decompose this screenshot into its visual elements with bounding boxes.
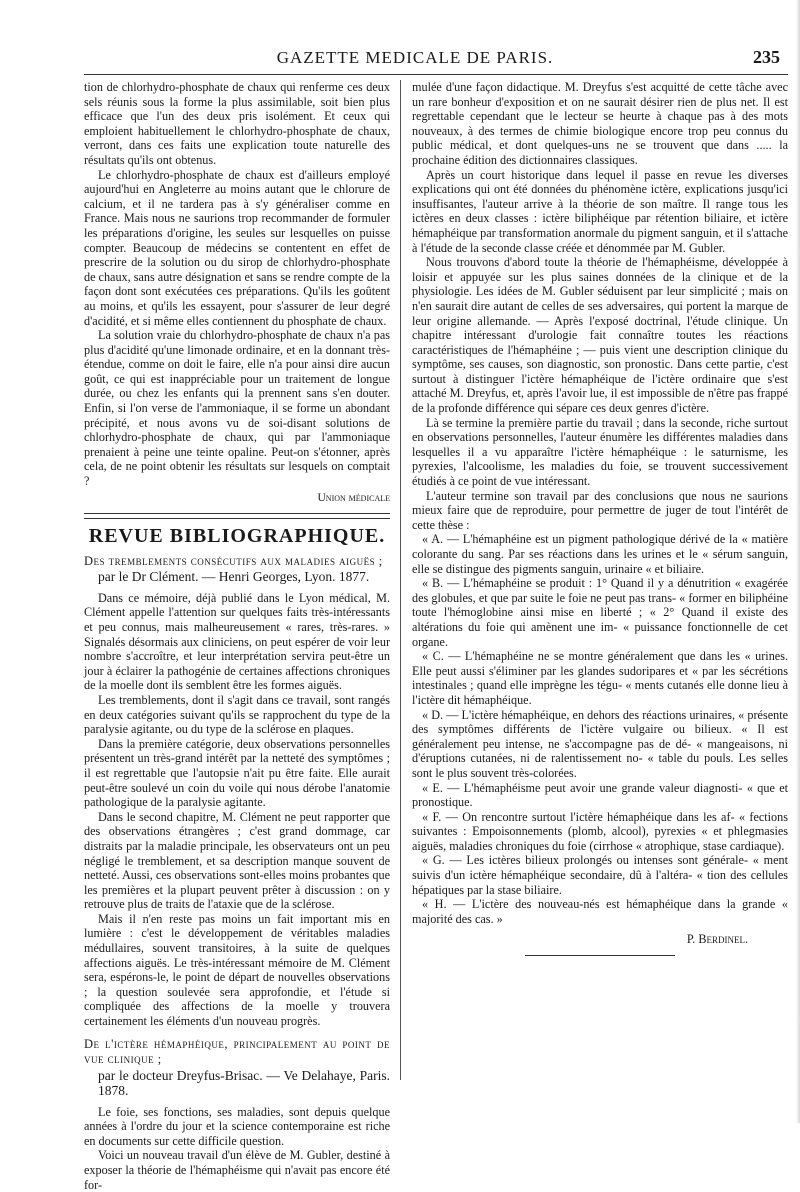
paragraph: Les tremblements, dont il s'agit dans ce travail, sont rangés en deux catégories suivant qu'ils se rapprochent du type de la paralysie agitante, ou du type de la sclérose en plaques. — [84, 692, 390, 737]
paragraph: Le foie, ses fonctions, ses maladies, sont depuis quelque années à l'ordre du jour et la science contemporaine est riche en documents sur cette difficile question. — [84, 1104, 390, 1148]
paragraph: Nous trouvons d'abord toute la théorie de l'hémaphéisme, développée à loisir et appuyée sur les plus saines données de la clinique et de la physiologie. Les idées de M. Gubler séduisent par leur simplicité ; mais on n'en saurait dire autant de celles de ses adversaires, qui portent la marque de leur origine allemande. — Après l'exposé doctrinal, l'étude clinique. Un chapitre intéressant d'urologie fait connaître toutes les réactions caractéristiques de l'hémaphéine ; — puis vient une description clinique du symptôme, ses causes, son diagnostic, son pronostic. Dans cette partie, c'est surtout à distinguer l'ictère hémaphéique de l'ictère ordinaire que s'est attaché M. Dreyfus, et, après l'avoir lue, il est impossible de n'être pas frappé de la profonde différence qui sépare ces deux genres d'ictère. — [412, 255, 788, 416]
conclusion-item: « A. — L'hémaphéine est un pigment pathologique dérivé de la « matière colorante du sang. Par ses réactions dans les urines et le « sérum sanguin, elle se distingue des pigments sanguin, urinaire « et biliaire. — [412, 532, 788, 576]
paragraph: mulée d'une façon didactique. M. Dreyfus s'est acquitté de cette tâche avec un rare bonheur d'exposition et on ne saurait désirer rien de plus net. Il est regrettable cependant que le lecteur se heurte à chaque pas à des mots nouveaux, à des termes de chimie biologique encore trop peu connus du public médical, et dont quelques-uns ne se trouvent que dans ..... la prochaine édition des dictionnaires classiques. — [412, 80, 788, 167]
paragraph: tion de chlorhydro-phosphate de chaux qui renferme ces deux sels réunis sous la forme la plus assimilable, soit bien plus efficace que l'un des deux pris isolément. Et ceux qui emploient habituellement le chlorhydro-phosphate de chaux, verront, dans ces faits une explication toute naturelle des résultats qu'ils ont obtenus. — [84, 80, 390, 167]
review-heading — [84, 1037, 390, 1099]
paragraph: La solution vraie du chlorhydro-phosphate de chaux n'a pas plus d'acidité qu'une limonade ordinaire, et en la donnant très-étendue, comme on doit le faire, elle n'a pour ainsi dire aucun goût, ce qui est inappréciable pour un traitement de longue durée, ou chez les enfants qui la prennent sans s'en douter. Enfin, si l'on verse de l'ammoniaque, il se forme un abondant précipité, et nous avons vu de soi-disant solutions de chlorhydro-phosphate de chaux, qui par l'ammoniaque prenaient à peine une teinte opaline. Peut-on s'étonner, après cela, de ne point obtenir les résultats sur lesquels on comptait ? — [84, 328, 390, 489]
header-rule — [84, 74, 788, 75]
author-signature: P. Berdinel. — [686, 932, 748, 947]
journal-title: GAZETTE MEDICALE DE PARIS. — [276, 48, 554, 67]
conclusion-item: « F. — On rencontre surtout l'ictère hémaphéique dans les af- « fections suivantes : Empoisonnements (plomb, alcool), pyrexies « et phlegmasies aiguës, maladies chroniques du foie (cirrhose « atrophique, stase cardiaque). — [412, 809, 788, 853]
conclusion-item: « G. — Les ictères bilieux prolongés ou intenses sont générale- « ment suivis d'un ictère hémaphéique secondaire, dû à l'altéra- « tion des cellules hépatiques par la stase biliaire. — [412, 853, 788, 897]
right-column — [412, 80, 788, 956]
review-title: Des tremblements consécutifs aux maladies aiguës ; — [84, 553, 383, 568]
paragraph: L'auteur termine son travail par des conclusions que nous ne saurions mieux faire que de reproduire, pour permettre de juger de tout l'intérêt de cette thèse : — [412, 488, 788, 532]
conclusion-item: « H. — L'ictère des nouveau-nés est hémaphéique dans la grande « majorité des cas. » — [412, 897, 788, 926]
section-divider — [84, 513, 390, 519]
paragraph: Dans ce mémoire, déjà publié dans le Lyon médical, M. Clément appelle l'attention sur quelques faits très-intéressants et peu connus, mais malheureusement « rares, très-rares. » Signalés désormais aux cliniciens, on peut espérer de voir leur nombre s'accroître, et leur interprétation servira peut-être un jour à éclairer la pathogénie de certaines affections chroniques de la moelle dont ils semblent être les formes aiguës. — [84, 590, 390, 693]
paragraph: Voici un nouveau travail d'un élève de M. Gubler, destiné à exposer la théorie de l'hémaphéisme qui n'avait pas encore été for- — [84, 1148, 390, 1192]
conclusion-item: « E. — L'hémaphéisme peut avoir une grande valeur diagnosti- « que et pronostique. — [412, 780, 788, 810]
conclusion-item: « C. — L'hémaphéine ne se montre généralement que dans les « urines. Elle peut aussi s'éliminer par les glandes sudoripares et « par les sécrétions intestinales ; quand elle imprègne les tégu- « ments cutanés elle donne lieu à l'ictère dit hémaphéique. — [412, 649, 788, 707]
review-author: par le docteur Dreyfus-Brisac. — Ve Delahaye, Paris. 1878. — [98, 1067, 390, 1099]
running-head — [40, 48, 790, 72]
paragraph: Là se termine la première partie du travail ; dans la seconde, riche surtout en observations personnelles, l'auteur énumère les différentes maladies dans lesquelles il a vu apparaître l'ictère hémaphéique : le saturnisme, les pyrexies, l'alcoolisme, les maladies du foie, se trouvent successivement étudiés à ce point de vue intéressant. — [412, 415, 788, 489]
conclusion-item: « D. — L'ictère hémaphéique, en dehors des réactions urinaires, « présente des symptômes différents de l'ictère vulgaire ou bilieux. « Il est généralement peu intense, ne s'accompagne pas de dé- « mangeaisons, ni d'éruptions cutanées, ni de ralentissement no- « table du pouls. Les selles sont le plus souvent très-colorées. — [412, 707, 788, 780]
conclusion-item: « B. — L'hémaphéine se produit : 1° Quand il y a dénutrition « exagérée des globules, et que par suite le foie ne peut pas trans- « former en biliphéine toute l'hémoglobine ainsi mise en liberté ; « 2° Quand il existe des altérations du foie qui amènent une im- « puissance fonctionnelle de cet organe. — [412, 576, 788, 649]
review-author: par le Dr Clément. — Henri Georges, Lyon. 1877. — [98, 569, 370, 585]
source-attribution: Union médicale — [317, 491, 390, 504]
paragraph: Le chlorhydro-phosphate de chaux est d'ailleurs employé aujourd'hui en Angleterre au moins autant que le chlorure de calcium, et il ne tardera pas à s'y généraliser comme en France. Mais nous ne saurions trop recommander de formuler les préparations d'origine, les seules sur lesquelles on puisse compter. Beaucoup de médecins se contentent en effet de prescrire de la solution ou du sirop de chlorhydro-phosphate de chaux, sans autre désignation et sans se rendre compte de la façon dont sont exécutées ces préparations. Qu'ils les goûtent au moins, et qu'ils les essayent, pour s'assurer de leur degré d'acidité, et si même elles contiennent du phosphate de chaux. — [84, 167, 390, 328]
page-number: 235 — [753, 47, 780, 67]
review-title: De l'ictère hémaphéique, principalement au point de vue clinique ; — [84, 1036, 390, 1067]
end-rule — [525, 955, 675, 956]
column-divider — [400, 80, 401, 1080]
left-column — [84, 80, 390, 1192]
paragraph: Mais il n'en reste pas moins un fait important mis en lumière : c'est le développement de véritables maladies médullaires, souvent transitoires, à la suite de quelques affections aiguës. Le très-intéressant mémoire de M. Clément sera, espérons-le, le point de départ de nouvelles observations ; la question soulevée sera approfondie, et l'étude si compliquée des affections de la moelle y trouvera certainement les éléments d'un nouveau progrès. — [84, 911, 390, 1029]
scan-edge-shadow — [796, 0, 800, 1123]
conclusions-quote — [412, 532, 788, 926]
review-heading — [84, 554, 390, 585]
section-title: REVUE BIBLIOGRAPHIQUE. — [88, 525, 386, 548]
paragraph: Dans la première catégorie, deux observations personnelles présentent un très-grand intérêt par la netteté des symptômes ; il est regrettable que l'autopsie n'ait pu être faite. Elle aurait peut-être soulevé un coin du voile qui nous dérobe l'anatomie pathologique de la paralysie agitante. — [84, 736, 390, 810]
paragraph: Dans le second chapitre, M. Clément ne peut rapporter que des observations étrangères ; c'est grand dommage, car distraits par la maladie principale, les observateurs ont un peu négligé le tremblement, et sa description manque souvent de netteté. Aussi, ces observations sont-elles moins probantes que les premières et la plupart peuvent prêter à discussion : on y retrouve plus de traits de l'ataxie que de la sclérose. — [84, 809, 390, 912]
paragraph: Après un court historique dans lequel il passe en revue les diverses explications qui ont été données du phénomène ictère, explications jusqu'ici insuffisantes, l'auteur arrive à la théorie de son maître. Il range tous les ictères en deux classes : ictère biliphéique par rétention biliaire, et ictère hémaphéique par transformation anormale du pigment sanguin, et il s'attache à l'étude de la seconde classe créée et dénommée par M. Gubler. — [412, 167, 788, 255]
